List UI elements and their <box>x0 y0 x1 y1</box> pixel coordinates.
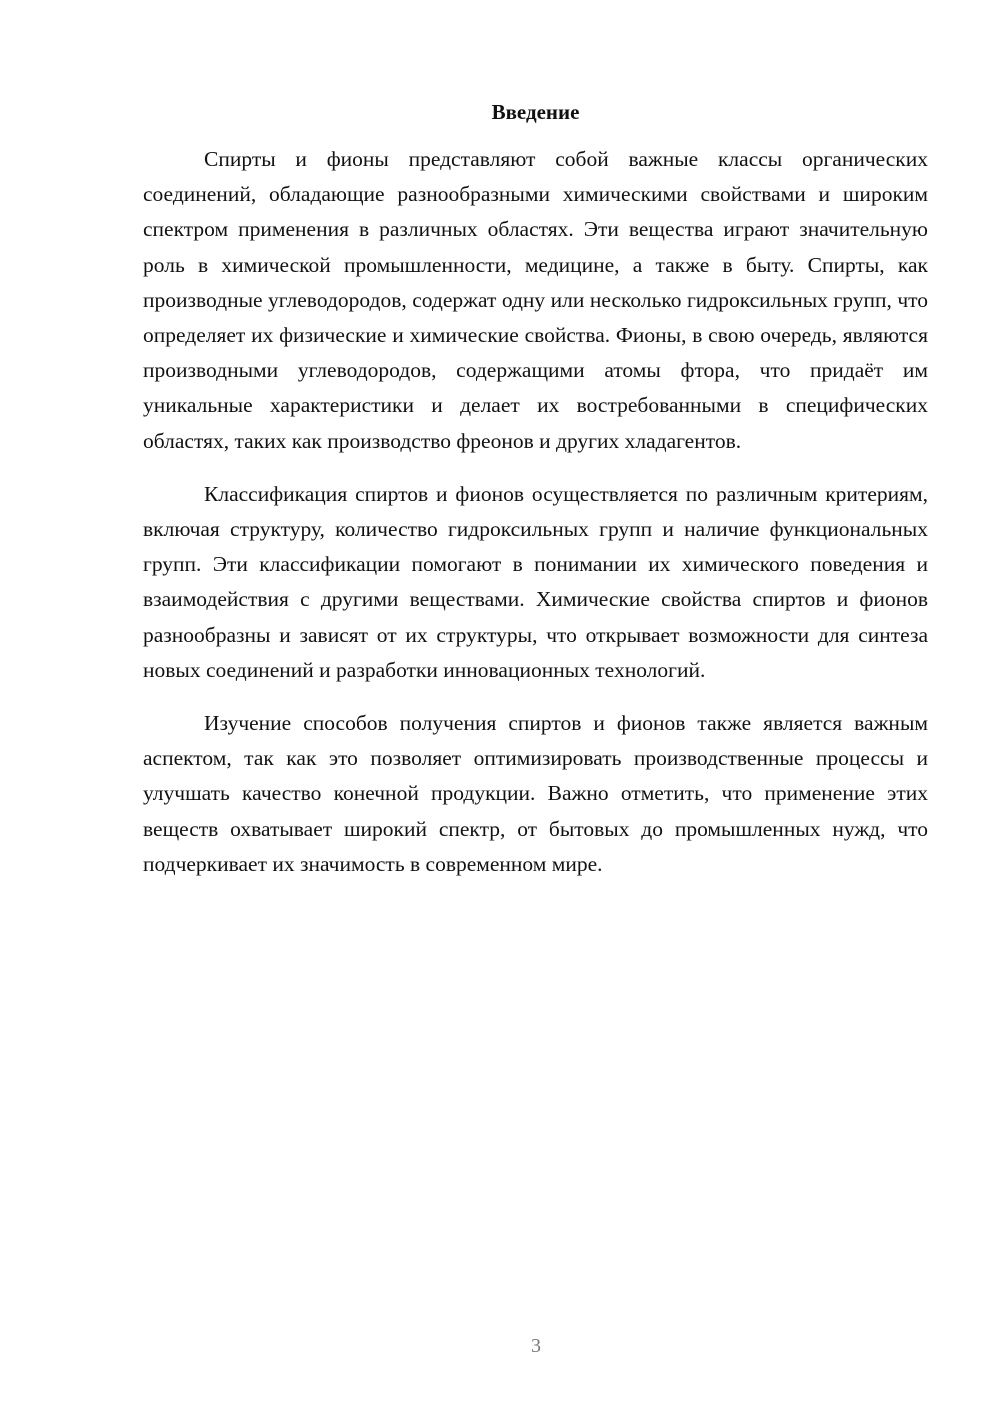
paragraph-production: Изучение способов получения спиртов и фионов также является важным аспектом, так как это позволяет оптимизировать производственные процессы и улучшать качество конечной продукции. Важно отметить, что применение этих веществ охватывает широкий спектр, от бытовых до промышленных нужд, что подчеркивает их значимость в современном мире. <box>143 711 928 876</box>
page-number: 3 <box>531 1335 541 1357</box>
paragraph-classification: Классификация спиртов и фионов осуществляется по различным критериям, включая структуру, количество гидроксильных групп и наличие функциональных групп. Эти классификации помогают в понимании их химического поведения и взаимодействия с другими веществами. Химические свойства спиртов и фионов разнообразны и зависят от их структуры, что открывает возможности для синтеза новых соединений и разработки инновационных технологий. <box>143 481 928 682</box>
section-heading: Введение <box>491 100 580 124</box>
body-text <box>143 142 928 900</box>
paragraph-introduction: Спирты и фионы представляют собой важные классы органических соединений, обладающие разнообразными химическими свойствами и широким спектром применения в различных областях. Эти вещества играют значительную роль в химической промышленности, медицине, а также в быту. Спирты, как производные углеводородов, содержат одну или несколько гидроксильных групп, что определяет их физические и химические свойства. Фионы, в свою очередь, являются производными углеводородов, содержащими атомы фтора, что придаёт им уникальные характеристики и делает их востребованными в специфических областях, таких как производство фреонов и других хладагентов. <box>143 147 928 453</box>
